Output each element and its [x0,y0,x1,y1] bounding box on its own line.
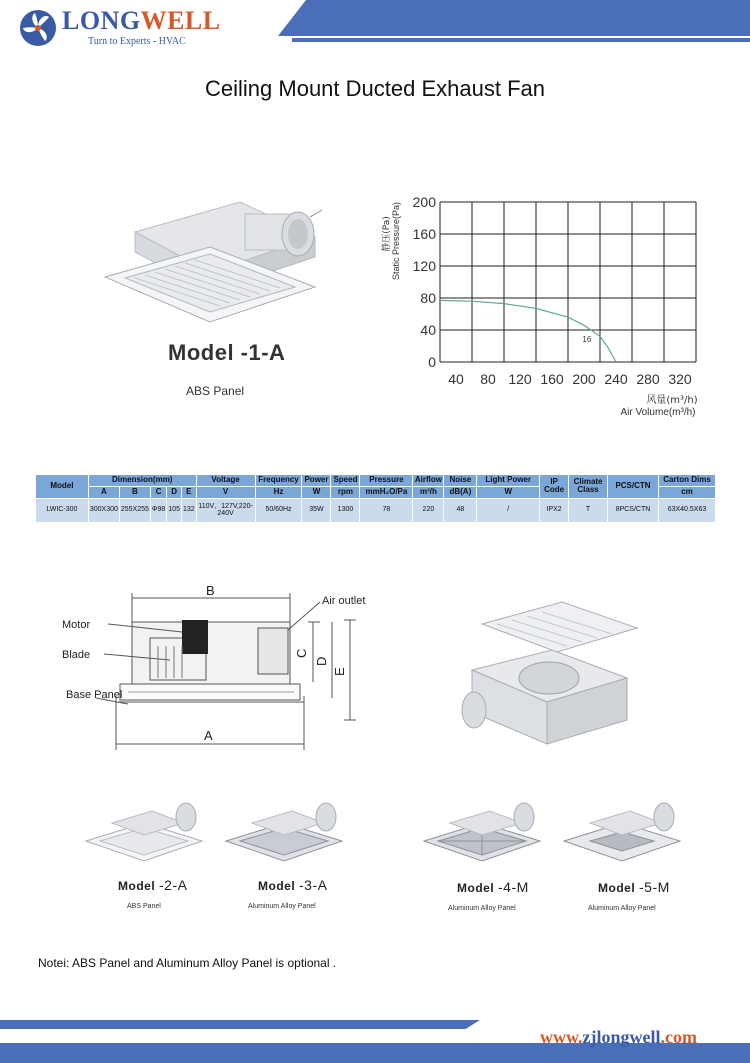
x-axis-label-cn: 风量(m³/h) [646,395,698,406]
dimension-diagram [58,580,378,752]
variant-panel-3a: Aluminum Alloy Panel [248,903,316,910]
dim-label-c: C [294,648,309,658]
x-tick-label: 240 [604,371,628,387]
th-climate-class: Climate Class [569,475,608,499]
th-dimension: Dimension(mm) [88,475,196,487]
cell-frequency: 50/60Hz [255,498,302,522]
variant-label-5m: Model -5-M [598,879,670,895]
x-tick-label: 200 [572,371,596,387]
x-axis-label: Air Volume(m³/h) [620,407,696,418]
y-tick-label: 160 [412,226,436,242]
brand-name: LONGWELL [62,6,221,35]
th-pressure: Pressure [360,475,413,487]
cell-dim-b: 255X255 [119,498,150,522]
variant-image-4m [420,795,545,870]
th-dim-d: D [167,486,182,498]
x-tick-label: 160 [540,371,564,387]
th-unit-power: W [302,486,331,498]
th-voltage: Voltage [196,475,255,487]
main-model-label: Model -1-A [168,340,286,365]
cell-carton-dims: 63X40.5X63 [658,498,715,522]
th-frequency: Frequency [255,475,302,487]
cell-pressure: 78 [360,498,413,522]
header-band [278,0,750,36]
label-blade: Blade [62,649,91,661]
chart-grid [440,202,696,362]
dim-label-a: A [204,728,213,743]
table-row [36,498,716,522]
dim-label-e: E [332,667,347,676]
cell-dim-a: 300X300 [88,498,119,522]
th-dim-c: C [150,486,166,498]
th-unit-airflow: m³/h [413,486,444,498]
motor-block [182,620,208,654]
th-power: Power [302,475,331,487]
chart-y-ticks [413,194,437,370]
cell-model: LWIC-300 [36,498,89,522]
th-ip-code: IP Code [540,475,569,499]
dim-label-d: D [314,656,329,666]
cell-power: 35W [302,498,331,522]
y-tick-label: 40 [420,322,436,338]
footer-stripe [0,1020,480,1029]
cell-voltage: 110V、127V,220-240V [196,498,255,522]
th-speed: Speed [331,475,360,487]
th-carton-dims: Carton Dims [658,475,715,487]
series-line-16 [440,300,616,362]
x-tick-label: 40 [448,371,464,387]
y-axis-label: Static Pressure(Pa) [391,201,401,281]
cell-dim-e: 132 [181,498,196,522]
x-tick-label: 280 [636,371,660,387]
th-unit-light-power: W [477,486,540,498]
label-air-outlet: Air outlet [322,595,366,607]
x-tick-label: 320 [668,371,692,387]
variant-panel-2a: ABS Panel [127,903,161,910]
fan-logo-icon [18,8,58,48]
cell-noise: 48 [444,498,477,522]
th-light-power: Light Power [477,475,540,487]
th-dim-b: B [119,486,150,498]
x-tick-label: 80 [480,371,496,387]
variant-image-5m [560,795,685,870]
cell-airflow: 220 [413,498,444,522]
th-unit-pressure: mmH₂O/Pa [360,486,413,498]
label-base-panel: Base Panel [66,689,123,701]
y-tick-label: 120 [412,258,436,274]
y-tick-label: 200 [412,194,436,210]
series-annotation-16: 16 [582,335,592,344]
th-unit-voltage: V [196,486,255,498]
th-dim-a: A [88,486,119,498]
page-title: Ceiling Mount Ducted Exhaust Fan [205,76,545,101]
performance-chart [380,186,720,422]
header-stripe [292,38,750,42]
variant-label-2a: Model -2-A [118,877,188,893]
cell-pcs-ctn: 8PCS/CTN [608,498,659,522]
th-dim-e: E [181,486,196,498]
main-model-panel: ABS Panel [186,384,245,398]
cell-climate-class: T [569,498,608,522]
variant-label-4m: Model -4-M [457,879,529,895]
th-unit-noise: dB(A) [444,486,477,498]
brand-tagline: Turn to Experts - HVAC [88,36,186,47]
x-tick-label: 120 [508,371,532,387]
chart-x-ticks [448,371,692,387]
website-link[interactable]: www.zjlongwell.com [540,1027,697,1047]
cell-dim-d: 105 [167,498,182,522]
spec-table [35,474,716,523]
variant-image-2a [82,795,207,870]
product-image-open-unit [452,598,652,748]
th-airflow: Airflow [413,475,444,487]
cell-dim-c: Φ98 [150,498,166,522]
th-pcs-ctn: PCS/CTN [608,475,659,499]
y-tick-label: 0 [428,354,436,370]
y-axis-label-cn: 静压(Pa) [382,216,392,252]
th-model: Model [36,475,89,499]
variant-panel-4m: Aluminum Alloy Panel [448,905,516,912]
label-motor: Motor [62,619,91,631]
variant-image-3a [222,795,347,870]
cell-light-power: / [477,498,540,522]
variant-label-3a: Model -3-A [258,877,328,893]
dim-label-b: B [206,583,215,598]
cell-speed: 1300 [331,498,360,522]
th-unit-frequency: Hz [255,486,302,498]
th-unit-speed: rpm [331,486,360,498]
footnote: Notei: ABS Panel and Aluminum Alloy Panel is optional . [38,956,337,970]
y-tick-label: 80 [420,290,436,306]
cell-ip-code: IPX2 [540,498,569,522]
th-unit-carton: cm [658,486,715,498]
th-noise: Noise [444,475,477,487]
variant-panel-5m: Aluminum Alloy Panel [588,905,656,912]
product-image-model-1a [100,192,340,332]
